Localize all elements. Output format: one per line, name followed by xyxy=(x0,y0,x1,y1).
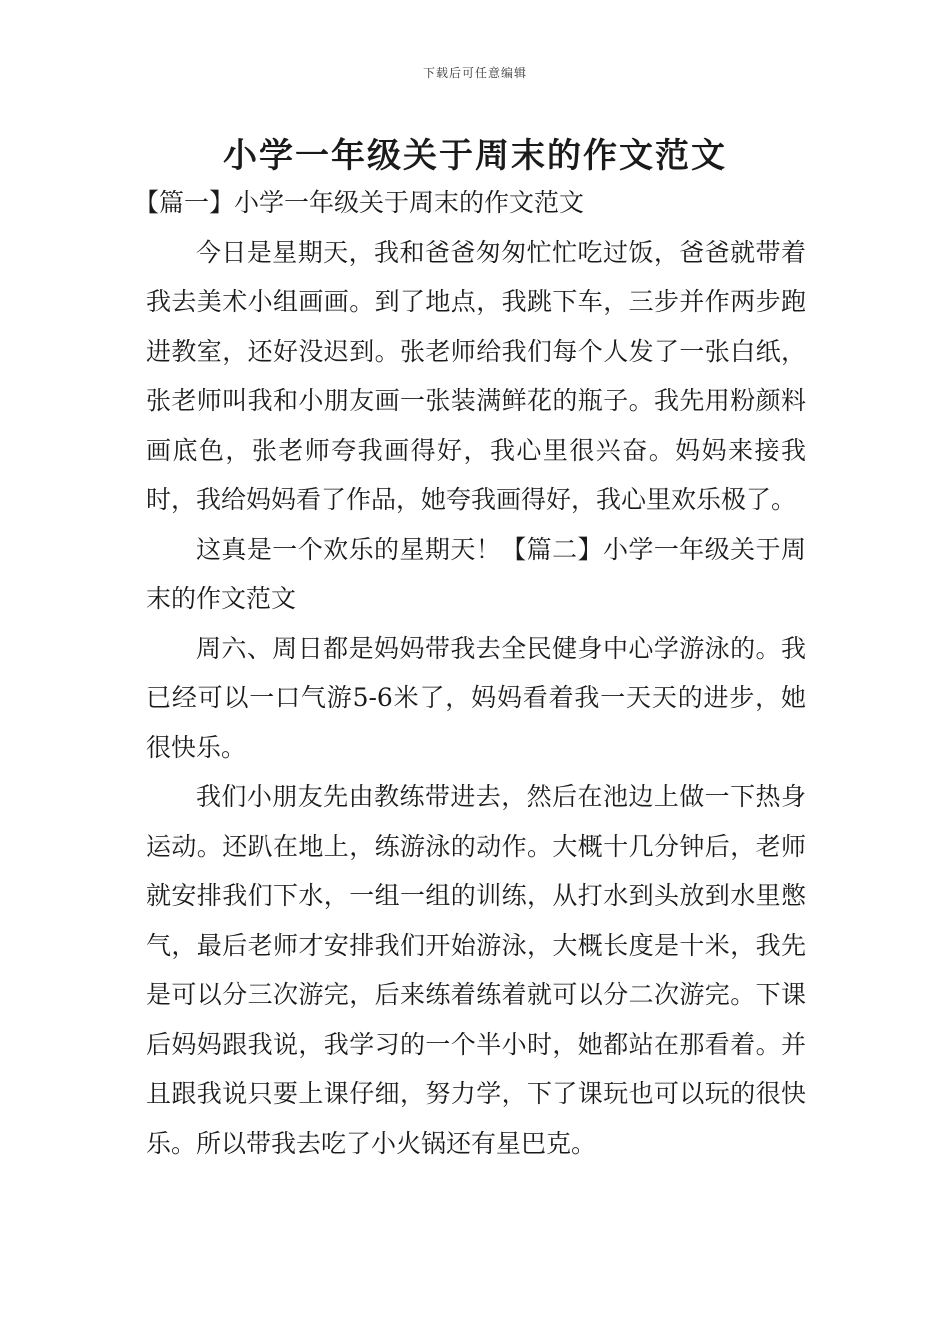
document-body xyxy=(134,178,806,1168)
paragraph-3: 周六、周日都是妈妈带我去全民健身中心学游泳的。我已经可以一口气游5-6米了，妈妈看着我一天天的进步，她很快乐。 xyxy=(146,633,806,762)
paragraph-4: 我们小朋友先由教练带进去，然后在池边上做一下热身运动。还趴在地上，练游泳的动作。大概十几分钟后，老师就安排我们下水，一组一组的训练，从打水到头放到水里憋气，最后老师才安排我们开始游泳，大概长度是十米，我先是可以分三次游完，后来练着练着就可以分二次游完。下课后妈妈跟我说，我学习的一个半小时，她都站在那看着。并且跟我说只要上课仔细，努力学，下了课玩也可以玩的很快乐。所以带我去吃了小火锅还有星巴克。 xyxy=(146,782,806,1158)
paragraph-1: 今日是星期天，我和爸爸匆匆忙忙吃过饭，爸爸就带着我去美术小组画画。到了地点，我跳下车，三步并作两步跑进教室，还好没迟到。张老师给我们每个人发了一张白纸，张老师叫我和小朋友画一张装满鲜花的瓶子。我先用粉颜料画底色，张老师夸我画得好，我心里很兴奋。妈妈来接我时，我给妈妈看了作品，她夸我画得好，我心里欢乐极了。 xyxy=(146,237,806,514)
paragraph-2: 这真是一个欢乐的星期天！【篇二】小学一年级关于周末的作文范文 xyxy=(146,534,806,613)
page-title: 小学一年级关于周末的作文范文 xyxy=(223,136,727,176)
section-heading: 【篇一】小学一年级关于周末的作文范文 xyxy=(134,188,585,217)
header-note: 下载后可任意编辑 xyxy=(422,66,527,80)
